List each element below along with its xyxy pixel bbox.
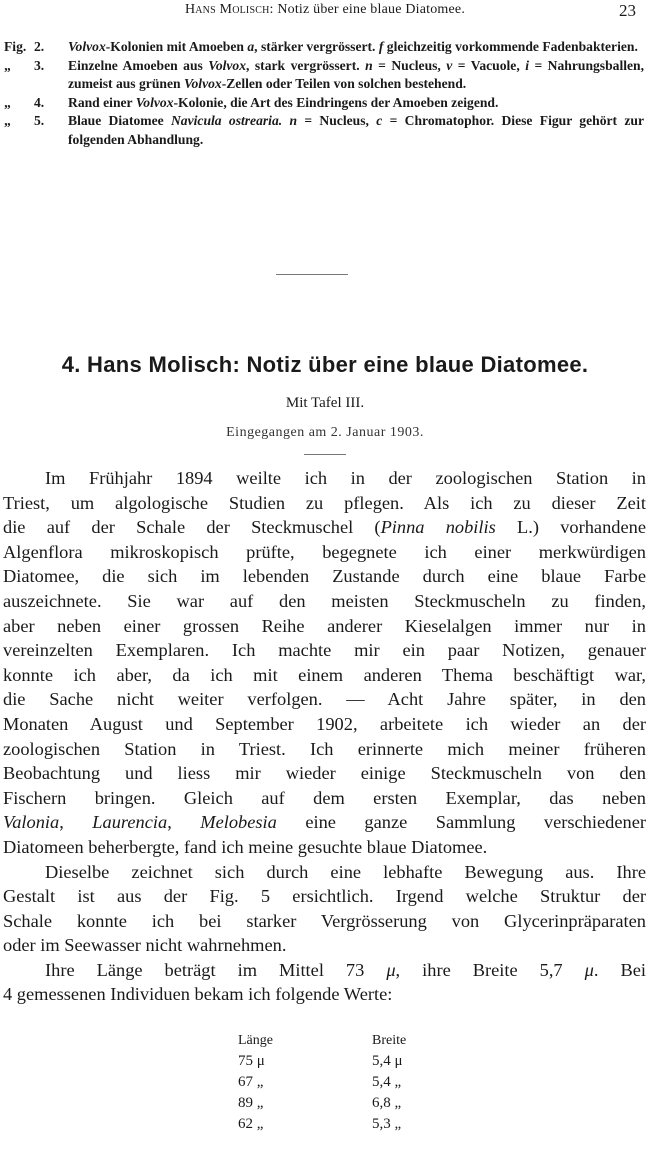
text-run: konnte ich aber, da ich mit einem anderen Thema beschäftigt war, [3,664,646,685]
body-line [3,884,646,909]
running-author: Hans Molisch [184,2,270,17]
text-run: -Zellen oder Teilen von solchen bestehend. [221,76,467,92]
italic-term: μ [386,959,396,980]
length-value: 75 μ [238,1053,265,1069]
text-run: Triest, um algologische Studien zu pflegen. Als ich zu dieser Zeit [3,492,646,513]
body-line [3,786,646,811]
measurement-row [238,1093,438,1114]
body-line [3,663,646,688]
figure-legend-item [4,57,644,94]
body-line [3,540,646,565]
body-line [3,564,646,589]
article-body [3,466,646,1007]
text-run: Fischern bringen. Gleich auf dem ersten Exemplar, das neben [3,787,646,808]
italic-term: i [525,57,529,73]
width-value: 5,4 μ [372,1053,403,1069]
body-line [3,982,646,1007]
italic-term: c [376,113,383,129]
figure-legends [4,38,644,150]
running-title: Hans Molisch: Notiz über eine blaue Diatomee. [184,2,466,17]
italic-term: Volvox [208,57,247,73]
text-run: Schale konnte ich bei starker Vergrösserung von Glycerinpräparaten [3,910,646,931]
italic-term: f [378,39,384,54]
text-run: Beobachtung und liess mir wieder einige Steckmuscheln von den [3,763,646,784]
text-run: Gestalt ist aus der Fig. 5 ersichtlich. Irgend welche Struktur der [3,886,646,907]
italic-term: Melobesia [200,812,277,833]
measurement-row [238,1114,438,1135]
italic-term: a [247,39,255,54]
heading-divider [304,454,346,455]
length-value: 67 „ [238,1074,264,1090]
measurement-row [238,1051,438,1072]
figure-legend-item [4,38,644,57]
body-line [3,835,646,860]
text-run: zoologischen Station in Triest. Ich erinnerte mich meiner früheren [3,738,646,759]
text-run: = Vacuole, [452,57,526,73]
text-run: vereinzelten Exemplaren. Ich machte mir ein paar Notizen, genauer [3,640,646,661]
text-run: Monaten August und September 1902, arbeitete ich wieder an der [3,713,646,734]
body-line [3,958,646,983]
body-line [3,761,646,786]
text-run: Algenflora mikroskopisch prüfte, begegnete ich einer merkwürdigen [3,541,646,562]
body-line [3,712,646,737]
text-run: = Nahrungsballen, zumeist aus grünen [68,57,644,92]
text-run: Diatomeen beherbergte, fand ich meine gesuchte blaue Diatomee. [3,836,488,857]
text-run: -Kolonie, die Art des Eindringens der Amoeben zeigend. [173,94,499,110]
body-line [3,466,646,491]
body-line [3,687,646,712]
text-run: 4 gemessenen Individuen bekam ich folgende Werte: [3,984,393,1005]
width-value: 5,3 „ [372,1116,402,1132]
text-run: = Chromatophor. Diese Figur gehört zur folgenden Abhandlung. [68,113,645,147]
length-value: 62 „ [238,1116,264,1132]
width-value: 5,4 „ [372,1074,402,1090]
body-line [3,737,646,762]
text-run: = Nucleus, [372,57,447,73]
italic-term: Volvox [68,39,106,54]
text-run: gleichzeitig vorkommende Fadenbakterien. [383,39,638,54]
italic-term: Volvox [135,94,174,110]
text-run: auszeichnete. Sie war auf den meisten Steckmuscheln zu finden, [3,590,646,611]
header-width: Breite [372,1033,407,1048]
body-line [3,515,646,540]
figure-ref: „ [4,94,11,110]
length-value: 89 „ [238,1095,264,1111]
text-run: , [59,812,93,833]
text-run: die auf der Schale der Steckmuschel ( [3,517,381,538]
header-length: Länge [238,1033,273,1048]
body-line [3,810,646,835]
figure-label [4,57,68,94]
text-run: Blaue Diatomee [68,113,171,129]
plate-reference: Mit Tafel III. [285,395,365,411]
body-line [3,491,646,516]
text-run: Einzelne Amoeben aus [68,57,209,73]
figure-label [4,94,68,113]
body-line [3,909,646,934]
italic-term: Pinna nobilis [380,517,496,538]
figure-number: 4. [34,94,45,110]
figure-number: 5. [34,113,45,129]
italic-term: n [289,113,298,129]
text-run: L.) vorhandene [495,517,646,538]
figure-caption [68,94,644,113]
figure-label [4,112,68,149]
measurement-header-row [238,1030,438,1051]
text-run: , stark vergrössert. [246,57,366,73]
page-number: 23 [619,1,636,20]
text-run: aber neben einer grossen Reihe anderer Kieselalgen immer nur in [3,615,646,636]
text-run: Im Frühjahr 1894 weilte ich in der zoologischen Station in [45,468,646,488]
italic-term: Volvox [183,76,222,92]
text-run: , [167,812,201,833]
text-run: Dieselbe zeichnet sich durch eine lebhafte Bewegung aus. Ihre [45,861,646,882]
text-run: , stärker vergrössert. [254,39,379,54]
body-line [3,614,646,639]
text-run: die Sache nicht weiter verfolgen. — Acht Jahre später, in den [3,689,646,710]
section-divider [276,274,348,275]
text-run: , ihre Breite 5,7 [395,959,585,980]
figure-caption [68,57,644,94]
text-run: Ihre Länge beträgt im Mittel 73 [45,959,387,980]
text-run: = Nucleus, [297,113,377,129]
figure-number: 3. [34,57,45,73]
italic-term: n [365,57,373,73]
width-value: 6,8 „ [372,1095,402,1111]
article-heading: 4. Hans Molisch: Notiz über eine blaue Diatomee. [61,352,589,377]
text-run: eine ganze Sammlung verschiedener [276,812,646,833]
italic-term: μ [584,959,594,980]
body-line [3,589,646,614]
text-run: Diatomee, die sich im lebenden Zustande durch eine blaue Farbe [3,566,646,587]
body-line [3,860,646,885]
text-run: Rand einer [68,94,136,110]
figure-legend-item [4,112,644,149]
figure-label [4,38,68,57]
figure-number: 2. [34,39,45,54]
italic-term: Navicula ostrearia. [170,113,283,129]
italic-term: Laurencia [92,812,168,833]
figure-caption [68,112,644,149]
text-run: -Kolonien mit Amoeben [105,39,248,54]
running-article-title: Notiz über eine blaue Diatomee. [277,2,466,17]
body-line [3,933,646,958]
body-line [3,638,646,663]
received-date: Eingegangen am 2. Januar 1903. [226,425,424,440]
italic-term: Valonia [3,812,60,833]
running-head [0,2,650,22]
figure-ref: „ [4,57,11,73]
figure-ref: „ [4,113,11,129]
measurement-table [238,1030,438,1135]
italic-term: v [446,57,453,73]
figure-legend-item [4,94,644,113]
measurement-row [238,1072,438,1093]
text-run: . Bei [593,959,646,980]
figure-ref: Fig. [4,39,27,54]
text-run: oder im Seewasser nicht wahrnehmen. [3,935,287,956]
figure-caption [68,38,644,57]
